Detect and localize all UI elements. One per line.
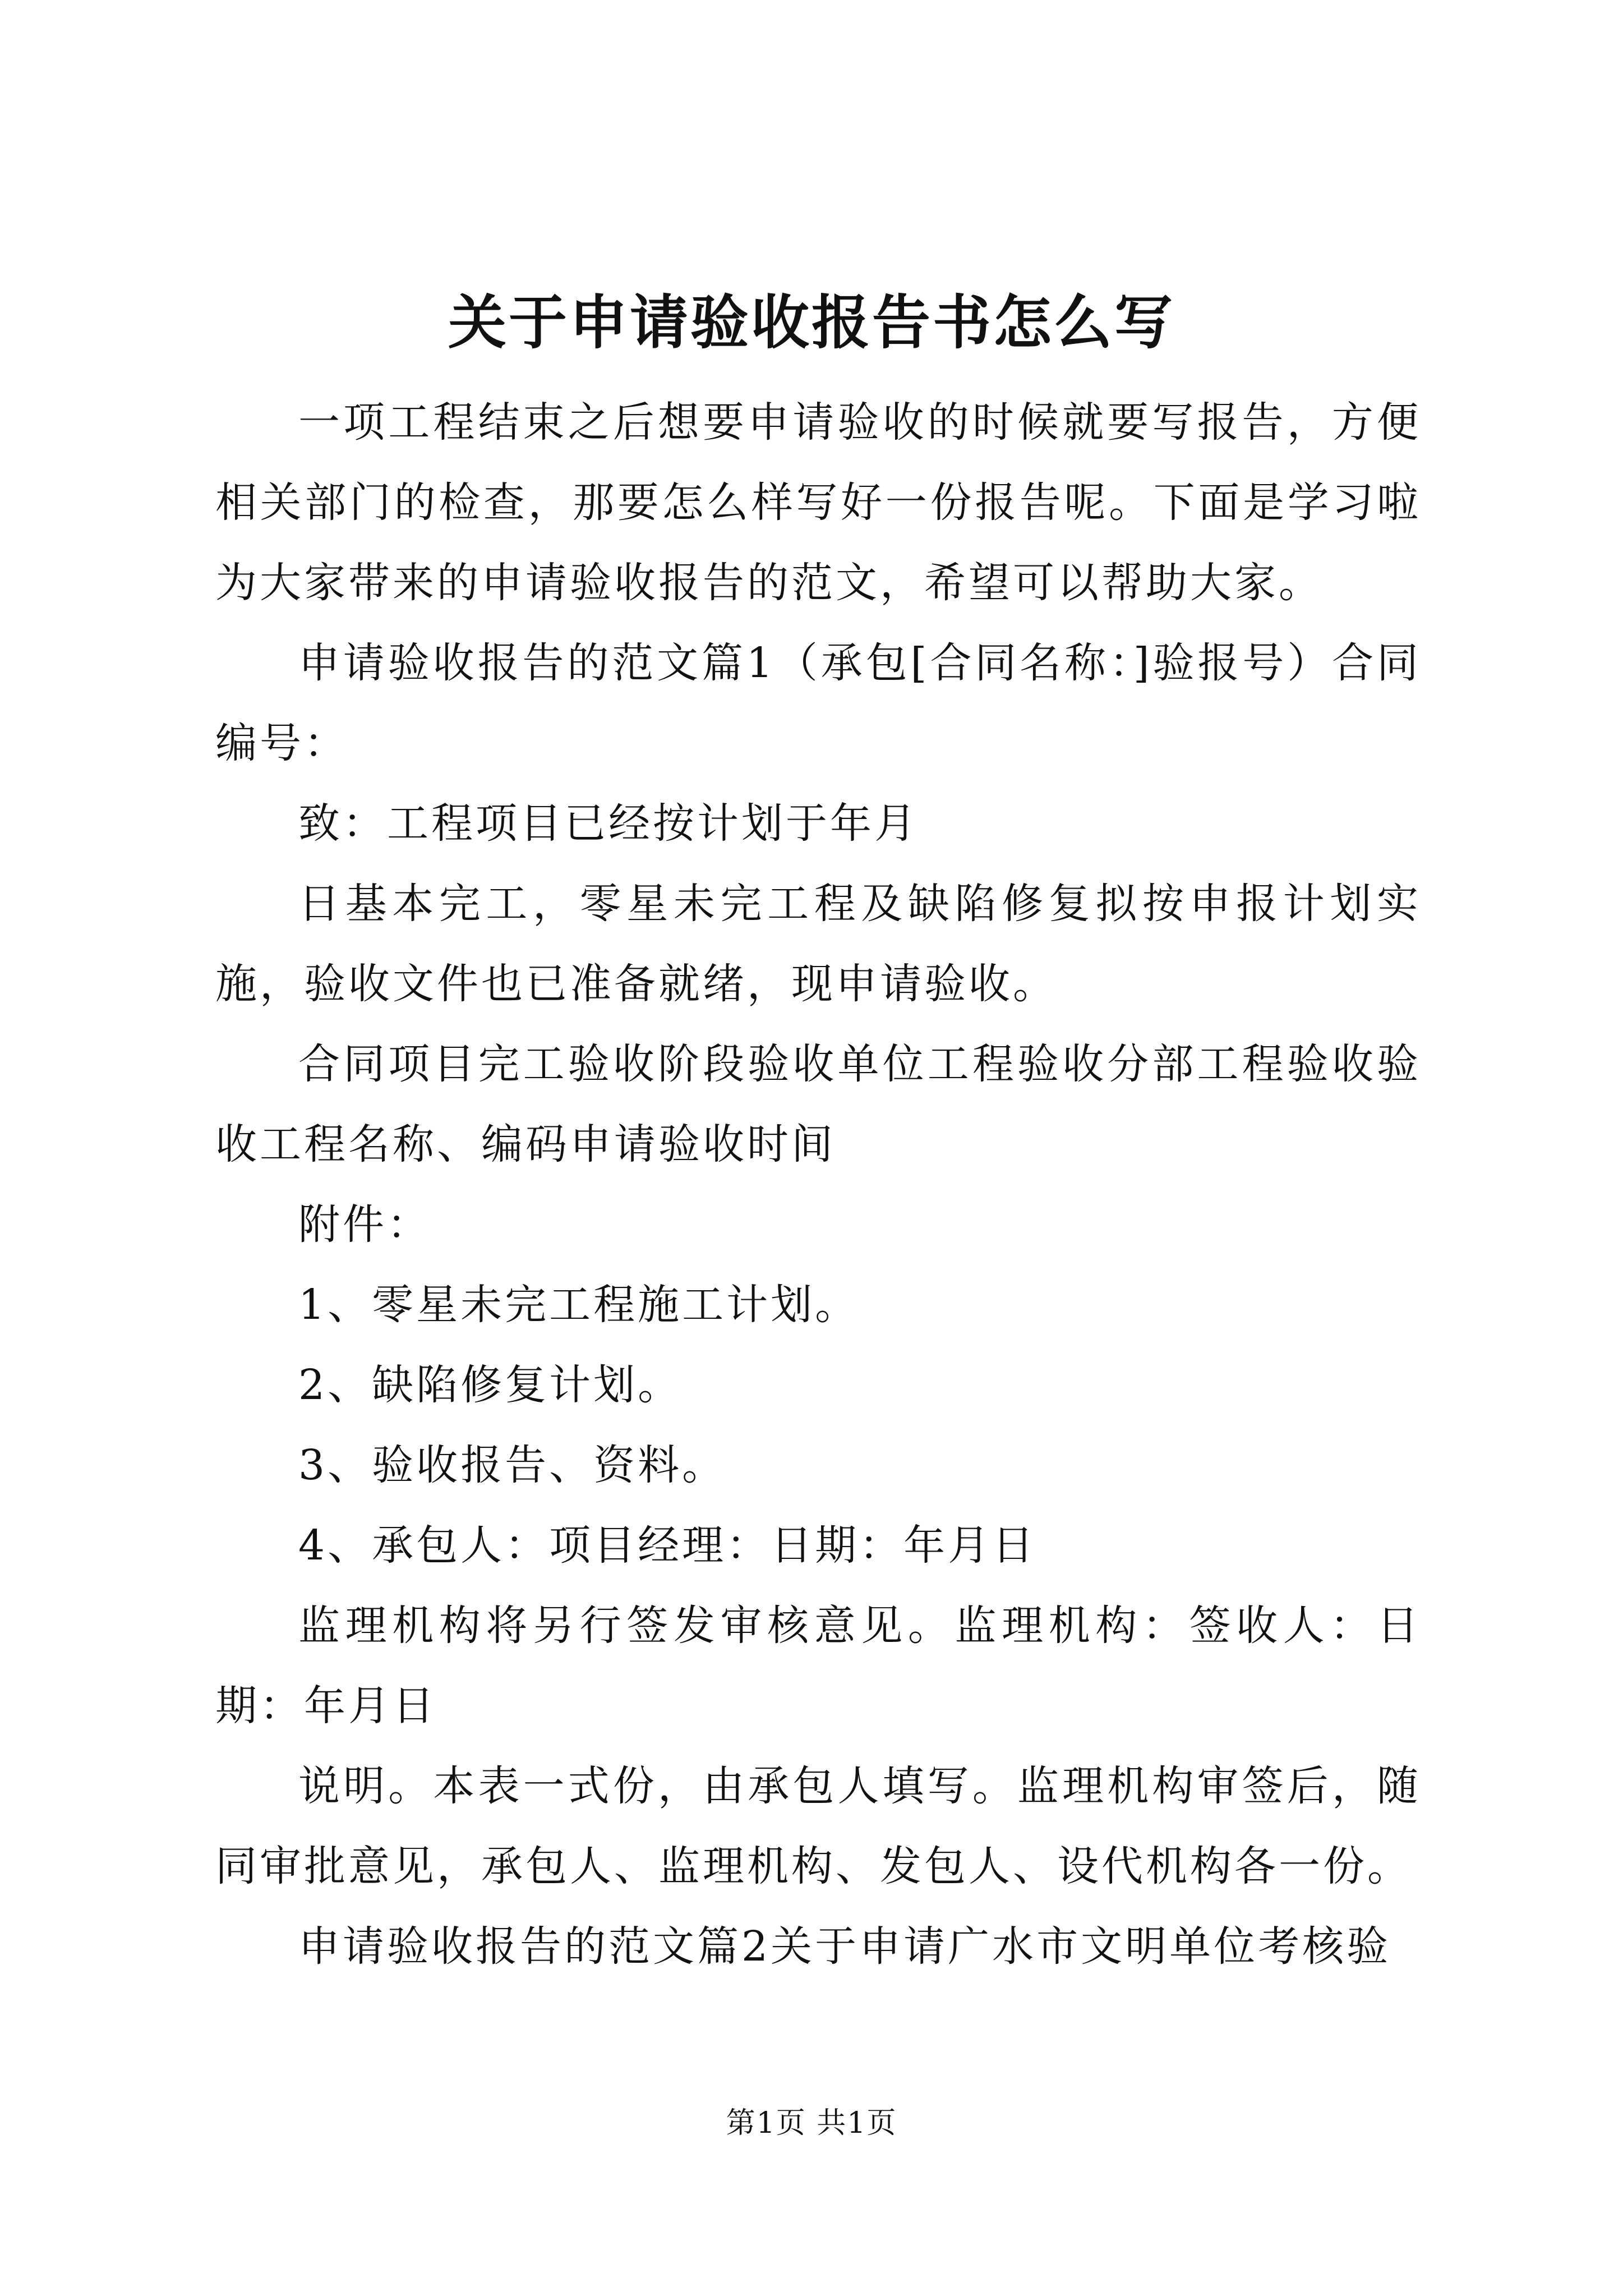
list-item: 4、承包人：项目经理：日期：年月日 xyxy=(298,1521,1037,1570)
list-item: 3、验收报告、资料。 xyxy=(298,1441,727,1489)
paragraph: 附件： xyxy=(298,1200,431,1249)
paragraph: 一项工程结束之后想要申请验收的时候就要写报告，方便相关部门的检查，那要怎么样写好一份报告呢。下面是学习啦为大家带来的申请验收报告的范文，希望可以帮助大家。 xyxy=(215,398,1421,607)
paragraph: 说明。本表一式份，由承包人填写。监理机构审签后，随同审批意见，承包人、监理机构、发包人、设代机构各一份。 xyxy=(215,1762,1421,1890)
paragraph: 监理机构将另行签发审核意见。监理机构：签收人：日期：年月日 xyxy=(215,1602,1421,1730)
paragraph: 申请验收报告的范文篇1（承包[合同名称：]验报号）合同编号： xyxy=(215,639,1421,767)
paragraph: 致：工程项目已经按计划于年月 xyxy=(298,799,919,848)
paragraph: 合同项目完工验收阶段验收单位工程验收分部工程验收验收工程名称、编码申请验收时间 xyxy=(215,1040,1421,1168)
paragraph: 申请验收报告的范文篇2关于申请广水市文明单位考核验 xyxy=(298,1922,1391,1971)
document-body xyxy=(215,383,1421,1987)
list-item: 1、零星未完工程施工计划。 xyxy=(298,1281,860,1329)
document-title: 关于申请验收报告书怎么写 xyxy=(448,288,1175,357)
page-footer: 第1页 共1页 xyxy=(726,2106,897,2140)
list-item: 2、缺陷修复计划。 xyxy=(298,1361,683,1409)
paragraph: 日基本完工，零星未完工程及缺陷修复拟按申报计划实施，验收文件也已准备就绪，现申请验收。 xyxy=(215,880,1421,1008)
